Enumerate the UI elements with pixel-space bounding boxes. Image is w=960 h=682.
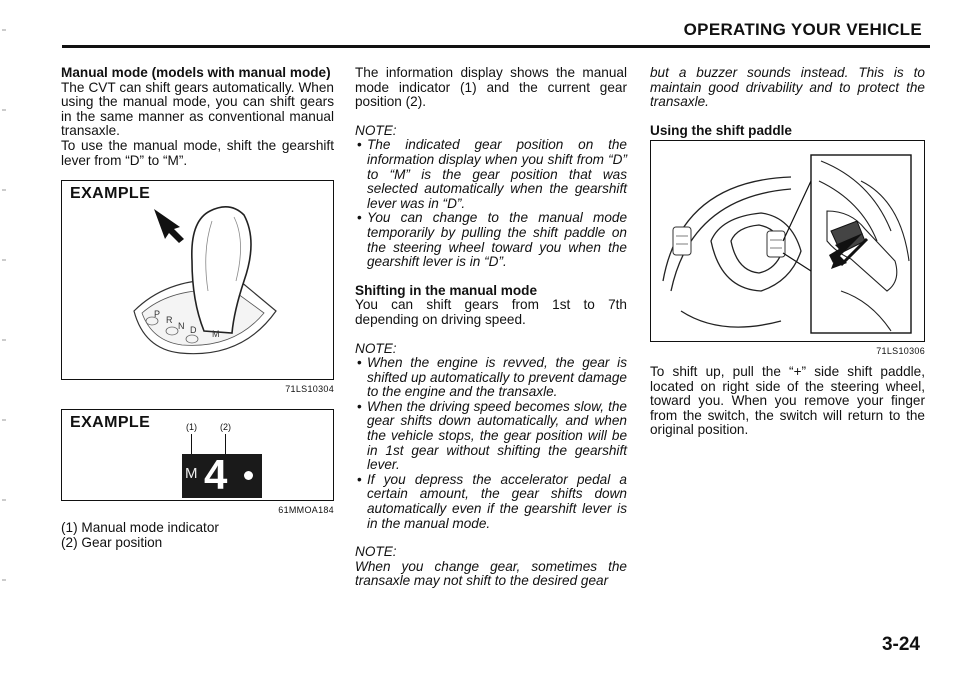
note2-item: • If you depress the accelerator pedal a certain amount, the gear shifts down automatically even if the gearshift lever is in the manual mode. (355, 473, 627, 531)
figure-example-label-2: EXAMPLE (70, 413, 151, 431)
legend-item-1: (1) Manual mode indicator (61, 520, 219, 536)
manual-mode-indicator: M (185, 464, 198, 482)
svg-text:R: R (166, 315, 173, 326)
steering-wheel-figure (650, 140, 925, 342)
header-rule (62, 45, 930, 48)
gear-position-digit: 4 (204, 450, 228, 498)
section-header-title: OPERATING YOUR VEHICLE (683, 20, 922, 39)
shift-paddle-paragraph: To shift up, pull the “+” side shift paddle, located on right side of the steering wheel, toward you. When you remove your finger from the switch, the switch will return to the original position. (650, 363, 925, 438)
callout-line-1 (191, 434, 192, 456)
column-2 (355, 66, 627, 589)
gear-display-panel (182, 450, 262, 498)
note-label-1: NOTE: (355, 122, 397, 138)
note-label-2: NOTE: (355, 340, 397, 356)
page-number: 3-24 (881, 634, 920, 655)
svg-text:N: N (178, 321, 185, 332)
arrow-icon (154, 209, 184, 243)
shift-paddle-heading: Using the shift paddle (650, 122, 792, 138)
svg-text:P: P (154, 309, 161, 320)
scan-edge-marks (0, 0, 8, 682)
shifting-paragraph: You can shift gears from 1st to 7th depending on driving speed. (355, 297, 627, 327)
steering-wheel-illustration (651, 141, 923, 339)
note2-list (355, 356, 627, 531)
column-1 (61, 66, 334, 551)
information-display-paragraph: The information display shows the manual mode indicator (1) and the current gear position (2). (355, 65, 627, 110)
shifting-heading: Shifting in the manual mode (355, 282, 538, 298)
note-label-3: NOTE: (355, 544, 397, 560)
figure1-code: 71LS10304 (285, 384, 334, 395)
manual-mode-instruction: To use the manual mode, shift the gearshift lever from “D” to “M”. (61, 137, 334, 168)
note2-item: • When the engine is revved, the gear is shifted up automatically to prevent damage to the engine and the transaxle. (355, 356, 627, 400)
figure3-code: 71LS10306 (876, 346, 925, 357)
gearshift-lever-illustration (62, 181, 332, 377)
gearshift-lever-figure (61, 180, 334, 380)
note3-text: When you change gear, sometimes the transaxle may not shift to the desired gear (355, 558, 627, 589)
information-display-figure (61, 409, 334, 501)
callout-2: (2) (220, 421, 231, 432)
note1-item: • The indicated gear position on the information display when you shift from “D” to “M” is the gear position that was selected automatically when the gearshift lever was in “D”. (355, 138, 627, 211)
figure2-code: 61MMOA184 (278, 504, 334, 515)
note1-item: • You can change to the manual mode temporarily by pulling the shift paddle on the steering wheel toward you when the gearshift lever is in “D”. (355, 211, 627, 269)
svg-text:D: D (190, 325, 197, 336)
display-dot-icon (244, 471, 253, 480)
legend-item-2: (2) Gear position (61, 534, 163, 550)
svg-text:M: M (212, 329, 220, 340)
note1-list (355, 138, 627, 269)
callout-1: (1) (186, 421, 197, 432)
note2-item: • When the driving speed becomes slow, the gear shifts down automatically, and when the vehicle stops, the gear position will be in 1st gear without shifting the gearshift lever. (355, 400, 627, 473)
note3-continuation: but a buzzer sounds instead. This is to maintain good drivability and to protect the transaxle. (650, 65, 925, 110)
cvt-intro-paragraph: The CVT can shift gears automatically. When using the manual mode, you can shift gears in the same manner as conventional manual transaxle. (61, 79, 334, 139)
column-3 (650, 66, 925, 438)
manual-mode-heading: Manual mode (models with manual mode) (61, 65, 331, 80)
figure-example-label: EXAMPLE (70, 185, 151, 203)
